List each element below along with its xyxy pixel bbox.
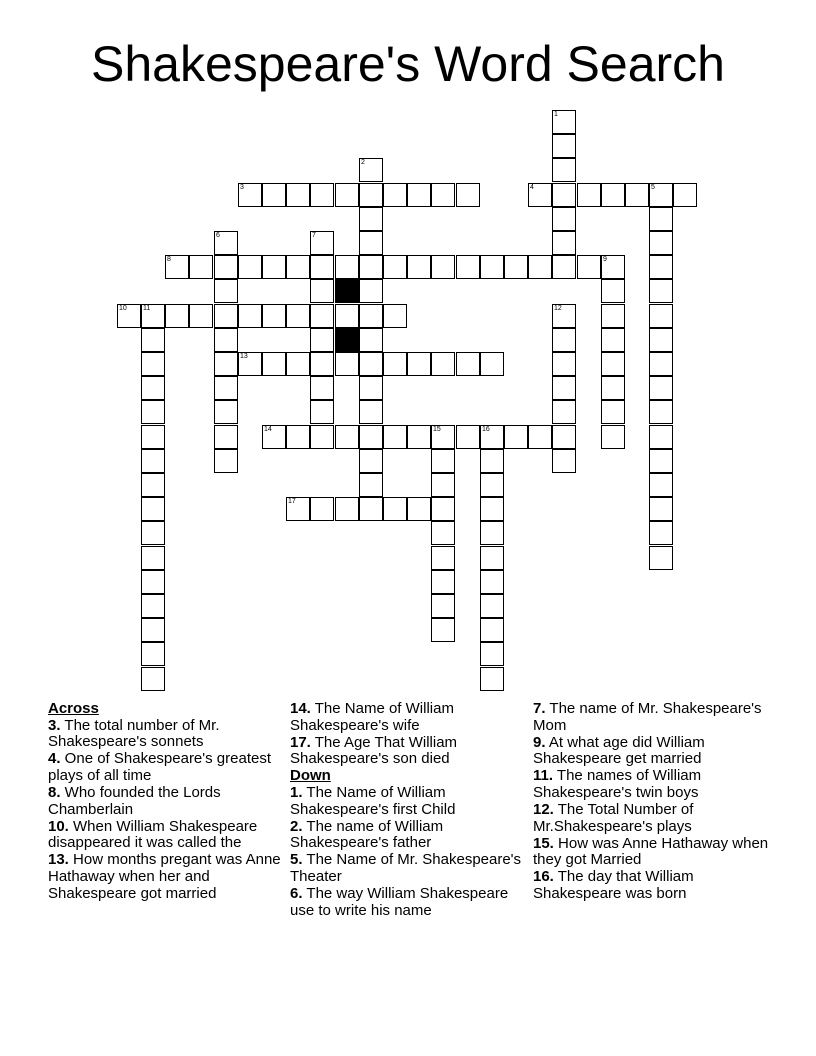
clue-text: The names of William Shakespeare's twin boys: [533, 767, 702, 801]
crossword-cell[interactable]: [649, 279, 673, 303]
crossword-cell[interactable]: [649, 231, 673, 255]
crossword-cell[interactable]: [335, 425, 359, 449]
crossword-cell[interactable]: [552, 352, 576, 376]
crossword-cell[interactable]: [117, 304, 141, 328]
crossword-cell[interactable]: [649, 183, 673, 207]
crossword-cell[interactable]: [238, 255, 262, 279]
crossword-cell[interactable]: [310, 376, 334, 400]
crossword-cell[interactable]: [286, 304, 310, 328]
clue-item: [290, 886, 526, 919]
crossword-cell[interactable]: [456, 425, 480, 449]
crossword-cell[interactable]: [383, 352, 407, 376]
crossword-cell[interactable]: [480, 255, 504, 279]
crossword-cell[interactable]: [552, 328, 576, 352]
crossword-cell[interactable]: [165, 255, 189, 279]
crossword-cell[interactable]: [141, 497, 165, 521]
crossword-cell[interactable]: [262, 255, 286, 279]
crossword-cell[interactable]: [214, 376, 238, 400]
crossword-cell[interactable]: [262, 352, 286, 376]
crossword-cell[interactable]: [262, 425, 286, 449]
clue-number: 3: [240, 184, 244, 191]
crossword-cell[interactable]: [480, 618, 504, 642]
clue-text: The Age That William Shakespeare's son died: [290, 733, 458, 768]
crossword-cell[interactable]: [359, 158, 383, 182]
crossword-cell[interactable]: [649, 352, 673, 376]
clue-number: 8: [167, 256, 171, 263]
crossword-cell[interactable]: [649, 304, 673, 328]
crossword-cell[interactable]: [480, 497, 504, 521]
crossword-cell[interactable]: [552, 183, 576, 207]
crossword-cell[interactable]: [141, 546, 165, 570]
crossword-cell[interactable]: [601, 425, 625, 449]
crossword-cell[interactable]: [552, 449, 576, 473]
crossword-cell[interactable]: [214, 304, 238, 328]
crossword-cell[interactable]: [335, 497, 359, 521]
clue-number-label: 4.: [48, 750, 61, 768]
clue-number-label: 5.: [290, 851, 303, 869]
crossword-cell[interactable]: [528, 255, 552, 279]
clue-text: How was Anne Hathaway when they got Married: [533, 834, 769, 869]
crossword-cell[interactable]: [141, 425, 165, 449]
crossword-cell[interactable]: [383, 425, 407, 449]
crossword-cell[interactable]: [649, 400, 673, 424]
across-heading: Across: [48, 700, 99, 717]
clue-text: The name of William Shakespeare's father: [290, 817, 444, 852]
crossword-cell[interactable]: [552, 231, 576, 255]
crossword-cell[interactable]: [552, 425, 576, 449]
clue-item: [48, 819, 284, 852]
clue-item: [290, 735, 526, 768]
clue-number: 17: [288, 498, 296, 505]
crossword-cell[interactable]: [431, 546, 455, 570]
crossword-cell[interactable]: [431, 183, 455, 207]
crossword-cell[interactable]: [504, 255, 528, 279]
clue-text: When William Shakespeare disappeared it was called the: [48, 817, 258, 852]
crossword-cell[interactable]: [528, 183, 552, 207]
crossword-cell[interactable]: [552, 207, 576, 231]
clue-item: [533, 768, 769, 801]
clue-item: [533, 802, 769, 835]
clue-text: One of Shakespeare's greatest plays of all time: [48, 750, 272, 784]
clue-number: 15: [433, 426, 441, 433]
crossword-cell[interactable]: [286, 255, 310, 279]
clue-text: How months pregant was Anne Hathaway when her and Shakespeare got married: [48, 851, 281, 902]
crossword-cell[interactable]: [359, 497, 383, 521]
crossword-cell[interactable]: [310, 328, 334, 352]
crossword-cell[interactable]: [214, 449, 238, 473]
crossword-cell[interactable]: [649, 328, 673, 352]
crossword-cell[interactable]: [577, 255, 601, 279]
clue-item: [290, 819, 526, 852]
crossword-cell[interactable]: [141, 667, 165, 691]
clue-text: The Total Number of Mr.Shakespeare's plays: [533, 801, 694, 835]
crossword-cell[interactable]: [552, 255, 576, 279]
crossword-cell[interactable]: [359, 231, 383, 255]
clue-number: 2: [361, 159, 365, 166]
crossword-cell[interactable]: [238, 183, 262, 207]
crossword-cell[interactable]: [601, 376, 625, 400]
crossword-cell[interactable]: [310, 231, 334, 255]
clue-number-label: 15.: [533, 834, 554, 852]
crossword-cell[interactable]: [480, 473, 504, 497]
crossword-cell[interactable]: [431, 594, 455, 618]
crossword-cell[interactable]: [359, 207, 383, 231]
clue-number: 12: [554, 305, 562, 312]
clue-number-label: 14.: [290, 700, 311, 717]
crossword-cell[interactable]: [552, 110, 576, 134]
crossword-cell[interactable]: [359, 425, 383, 449]
crossword-cell[interactable]: [431, 497, 455, 521]
clue-text: The day that William Shakespeare was born: [533, 868, 694, 903]
crossword-cell[interactable]: [310, 497, 334, 521]
crossword-cell[interactable]: [431, 449, 455, 473]
clue-number: 13: [240, 353, 248, 360]
crossword-cell[interactable]: [407, 425, 431, 449]
crossword-cell[interactable]: [286, 425, 310, 449]
clue-number: 4: [530, 184, 534, 191]
clue-number-label: 6.: [290, 885, 303, 903]
crossword-cell[interactable]: [310, 425, 334, 449]
crossword-cell[interactable]: [262, 304, 286, 328]
clue-number-label: 16.: [533, 868, 554, 886]
crossword-cell[interactable]: [649, 207, 673, 231]
clue-number-label: 17.: [290, 733, 311, 751]
black-square: [335, 328, 359, 352]
clue-number: 16: [482, 426, 490, 433]
crossword-cell[interactable]: [286, 497, 310, 521]
clue-number-label: 12.: [533, 801, 554, 819]
crossword-cell[interactable]: [431, 570, 455, 594]
clue-item: [533, 836, 769, 869]
crossword-cell[interactable]: [165, 304, 189, 328]
clue-item: [533, 869, 769, 902]
crossword-cell[interactable]: [480, 425, 504, 449]
crossword-cell[interactable]: [141, 570, 165, 594]
crossword-cell[interactable]: [601, 328, 625, 352]
crossword-cell[interactable]: [673, 183, 697, 207]
crossword-cell[interactable]: [480, 449, 504, 473]
crossword-cell[interactable]: [310, 183, 334, 207]
crossword-cell[interactable]: [431, 618, 455, 642]
crossword-cell[interactable]: [335, 352, 359, 376]
clue-text: The way William Shakespeare use to write his name: [290, 885, 509, 919]
crossword-cell[interactable]: [141, 376, 165, 400]
crossword-cell[interactable]: [431, 255, 455, 279]
crossword-cell[interactable]: [141, 304, 165, 328]
crossword-cell[interactable]: [480, 546, 504, 570]
crossword-cell[interactable]: [141, 352, 165, 376]
crossword-cell[interactable]: [141, 642, 165, 666]
crossword-cell[interactable]: [238, 304, 262, 328]
down-heading: Down: [290, 767, 331, 785]
crossword-cell[interactable]: [359, 304, 383, 328]
clue-number: 14: [264, 426, 272, 433]
crossword-cell[interactable]: [310, 255, 334, 279]
crossword-cell[interactable]: [480, 594, 504, 618]
clue-text: At what age did William Shakespeare get married: [533, 733, 705, 768]
crossword-cell[interactable]: [214, 279, 238, 303]
crossword-cell[interactable]: [214, 255, 238, 279]
crossword-cell[interactable]: [335, 304, 359, 328]
crossword-cell[interactable]: [214, 328, 238, 352]
crossword-cell[interactable]: [359, 352, 383, 376]
crossword-cell[interactable]: [141, 473, 165, 497]
crossword-cell[interactable]: [310, 279, 334, 303]
clue-item: [290, 785, 526, 818]
crossword-cell[interactable]: [407, 183, 431, 207]
crossword-cell[interactable]: [456, 352, 480, 376]
crossword-cell[interactable]: [552, 304, 576, 328]
clue-number-label: 8.: [48, 783, 61, 801]
crossword-cell[interactable]: [141, 594, 165, 618]
clue-item: [48, 785, 284, 818]
clue-number-label: 7.: [533, 700, 546, 717]
clue-text: Who founded the Lords Chamberlain: [48, 783, 221, 818]
crossword-cell[interactable]: [649, 546, 673, 570]
crossword-cell[interactable]: [528, 425, 552, 449]
crossword-cell[interactable]: [407, 352, 431, 376]
crossword-cell[interactable]: [504, 425, 528, 449]
crossword-cell[interactable]: [552, 134, 576, 158]
crossword-cell[interactable]: [649, 497, 673, 521]
crossword-cell[interactable]: [383, 497, 407, 521]
crossword-cell[interactable]: [456, 183, 480, 207]
clue-item: [533, 735, 769, 768]
crossword-cell[interactable]: [407, 497, 431, 521]
crossword-cell[interactable]: [480, 667, 504, 691]
crossword-cell[interactable]: [649, 255, 673, 279]
crossword-cell[interactable]: [359, 255, 383, 279]
crossword-cell[interactable]: [141, 328, 165, 352]
crossword-cell[interactable]: [359, 376, 383, 400]
crossword-cell[interactable]: [359, 328, 383, 352]
crossword-cell[interactable]: [359, 449, 383, 473]
crossword-cell[interactable]: [310, 352, 334, 376]
clue-number: 10: [119, 305, 127, 312]
clue-column-1: [48, 701, 284, 903]
crossword-cell[interactable]: [214, 400, 238, 424]
crossword-cell[interactable]: [214, 425, 238, 449]
crossword-cell[interactable]: [141, 521, 165, 545]
crossword-cell[interactable]: [359, 400, 383, 424]
crossword-cell[interactable]: [601, 304, 625, 328]
crossword-cell[interactable]: [625, 183, 649, 207]
crossword-cell[interactable]: [141, 618, 165, 642]
clue-text: The Name of William Shakespeare's first Child: [290, 783, 456, 818]
page-title: Shakespeare's Word Search: [91, 36, 725, 92]
crossword-cell[interactable]: [649, 425, 673, 449]
crossword-cell[interactable]: [649, 449, 673, 473]
crossword-cell[interactable]: [335, 255, 359, 279]
clue-number: 5: [651, 184, 655, 191]
crossword-cell[interactable]: [480, 521, 504, 545]
crossword-cell[interactable]: [601, 279, 625, 303]
crossword-cell[interactable]: [310, 400, 334, 424]
clue-text: The name of Mr. Shakespeare's Mom: [533, 700, 762, 734]
clue-item: [533, 701, 769, 734]
clue-number: 9: [603, 256, 607, 263]
crossword-cell[interactable]: [480, 642, 504, 666]
clue-number-label: 13.: [48, 851, 69, 869]
clue-text: The Name of William Shakespeare's wife: [290, 700, 454, 734]
crossword-cell[interactable]: [601, 352, 625, 376]
black-square: [335, 279, 359, 303]
crossword-cell[interactable]: [359, 473, 383, 497]
crossword-cell[interactable]: [649, 521, 673, 545]
crossword-cell[interactable]: [359, 183, 383, 207]
crossword-cell[interactable]: [601, 255, 625, 279]
clue-number: 6: [216, 232, 220, 239]
crossword-cell[interactable]: [189, 255, 213, 279]
clue-number: 1: [554, 111, 558, 118]
crossword-cell[interactable]: [480, 570, 504, 594]
crossword-cell[interactable]: [214, 231, 238, 255]
crossword-cell[interactable]: [480, 352, 504, 376]
crossword-cell[interactable]: [456, 255, 480, 279]
crossword-cell[interactable]: [601, 183, 625, 207]
clue-text: The total number of Mr. Shakespeare's sonnets: [48, 716, 220, 751]
clue-number-label: 2.: [290, 817, 303, 835]
clue-number: 7: [312, 232, 316, 239]
crossword-cell[interactable]: [189, 304, 213, 328]
crossword-cell[interactable]: [601, 400, 625, 424]
crossword-cell[interactable]: [431, 352, 455, 376]
clue-text: The Name of Mr. Shakespeare's Theater: [290, 851, 522, 885]
crossword-cell[interactable]: [383, 304, 407, 328]
crossword-cell[interactable]: [141, 400, 165, 424]
crossword-cell[interactable]: [238, 352, 262, 376]
crossword-cell[interactable]: [649, 376, 673, 400]
crossword-cell[interactable]: [552, 376, 576, 400]
clue-column-2: [290, 701, 526, 920]
clue-item: [290, 852, 526, 885]
crossword-cell[interactable]: [141, 449, 165, 473]
crossword-cell[interactable]: [383, 255, 407, 279]
crossword-cell[interactable]: [431, 473, 455, 497]
crossword-cell[interactable]: [286, 183, 310, 207]
crossword-cell[interactable]: [359, 279, 383, 303]
clue-item: [48, 751, 284, 784]
crossword-cell[interactable]: [335, 183, 359, 207]
crossword-cell[interactable]: [286, 352, 310, 376]
clue-item: [290, 701, 526, 734]
clue-number: 11: [143, 305, 151, 312]
crossword-cell[interactable]: [552, 400, 576, 424]
crossword-cell[interactable]: [214, 352, 238, 376]
clue-number-label: 11.: [533, 767, 554, 785]
crossword-cell[interactable]: [431, 425, 455, 449]
clue-number-label: 10.: [48, 817, 69, 835]
clue-column-3: [533, 701, 769, 903]
clue-item: [48, 718, 284, 751]
clue-number-label: 3.: [48, 716, 61, 734]
crossword-cell[interactable]: [649, 473, 673, 497]
crossword-cell[interactable]: [577, 183, 601, 207]
clue-item: [48, 852, 284, 902]
crossword-cell[interactable]: [310, 304, 334, 328]
crossword-cell[interactable]: [383, 183, 407, 207]
clue-number-label: 1.: [290, 783, 303, 801]
crossword-cell[interactable]: [431, 521, 455, 545]
clue-number-label: 9.: [533, 733, 546, 751]
crossword-cell[interactable]: [407, 255, 431, 279]
crossword-cell[interactable]: [552, 158, 576, 182]
crossword-cell[interactable]: [262, 183, 286, 207]
